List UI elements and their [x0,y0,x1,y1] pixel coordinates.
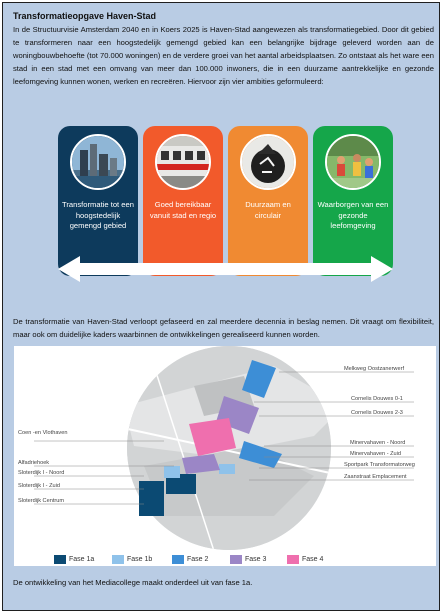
ambitions-diagram [58,126,393,289]
map-label: Sportpark Transformatorweg [344,462,415,468]
ambition-label: Waarborgen van een gezonde leefomgeving [317,200,389,230]
children-playing-photo [325,134,381,190]
double-arrow-icon [58,254,393,284]
legend-swatch [172,555,184,564]
legend-label: Fase 1a [69,556,95,563]
legend-label: Fase 1b [127,556,153,563]
map-label: Zaanstraat Emplacement [344,474,407,480]
legend-swatch [54,555,66,564]
map-label: Melkweg Oostzanerwerf [344,366,404,372]
ambition-label: Transformatie tot een hoogstedelijk gemengd gebied [62,200,134,230]
metro-train-photo [155,134,211,190]
map-label: Cornelis Douwes 2-3 [351,410,403,416]
legend-swatch [287,555,299,564]
phase-1b-area [164,466,180,478]
legend-label: Fase 3 [245,556,267,563]
intro-paragraph: In de Structuurvisie Amsterdam 2040 en in Koers 2025 is Haven-Stad aangewezen als transformatiegebied. Door dit gebied te transformeren naar een hoogstedelijk gemengd gebied kan een belangrijke bijdrage geleverd worden aan de woningbouwbehoefte (tot 70.000 woningen) en de verdere groei van het aantal arbeidsplaatsen. Zo ontstaat als het ware een stad in een stad met een omvang van meer dan 100.000 inwoners, die in een duurzame aantrekkelijke en gezonde leefomgeving kunnen wonen, werken en recreëren. Hiervoor zijn vier ambities geformuleerd: [13,25,434,86]
phase-1a-area [139,481,164,516]
phasing-map [14,346,436,566]
ambition-label: Duurzaam en circulair [245,200,291,220]
map-label: Coen -en Vlothaven [18,430,68,436]
map-label: Sloterdijk I - Noord [18,470,65,476]
legend-swatch [230,555,242,564]
phasing-paragraph: De transformatie van Haven-Stad verloopt gefaseerd en zal meerdere decennia in beslag nemen. Dit vraagt om flexibiliteit, maar ook om duidelijke kaders waarbinnen de ontwikkelingen gerealiseerd kunnen worden. [13,317,434,339]
document-frame [2,2,440,611]
city-skyline-photo [70,134,126,190]
legend-label: Fase 4 [302,556,324,563]
map-label: Minervahaven - Noord [350,440,406,446]
phase-1b-area [219,464,235,474]
recycling-photo [240,134,296,190]
map-label: Cornelis Douwes 0-1 [351,396,403,402]
legend-label: Fase 2 [187,556,209,563]
map-label: Sloterdijk Centrum [18,498,65,504]
ambition-label: Goed bereikbaar vanuit stad en regio [149,200,217,220]
map-label: Sloterdijk I - Zuid [18,483,60,489]
map-label: Minervahaven - Zuid [350,451,401,457]
legend-swatch [112,555,124,564]
page-title: Transformatieopgave Haven-Stad [13,11,157,21]
map-label: Alfadriehoek [18,460,50,466]
closing-paragraph: De ontwikkeling van het Mediacollege maakt onderdeel uit van fase 1a. [13,578,253,587]
map-graphic [14,346,436,551]
